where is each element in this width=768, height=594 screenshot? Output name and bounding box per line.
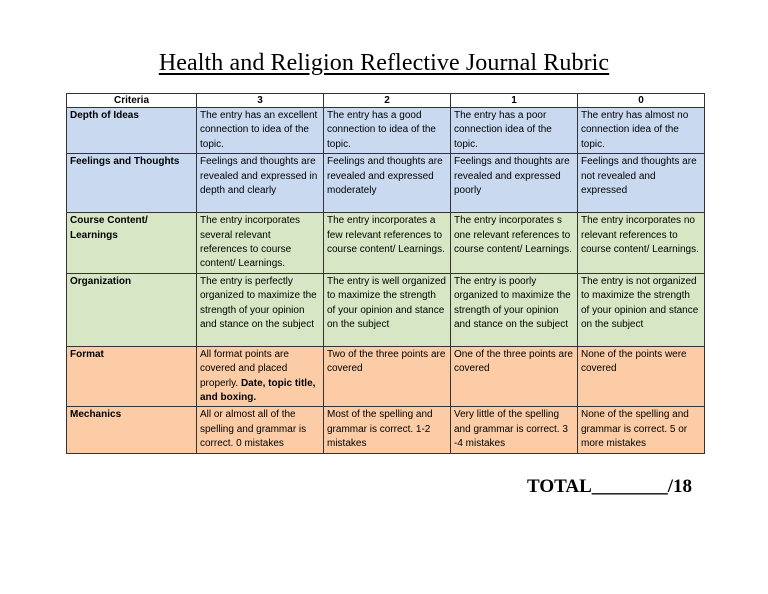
criteria-cell: Course Content/ Learnings (67, 213, 197, 274)
score-1-cell: Feelings and thoughts are revealed and expressed poorly (451, 154, 578, 213)
score-0-cell: None of the spelling and grammar is correct. 5 or more mistakes (578, 407, 705, 453)
table-row (67, 407, 705, 453)
format-bold-text: Date, topic title, and boxing. (200, 377, 316, 404)
score-2-cell: The entry is well organized to maximize the strength of your opinion and stance on the subject (324, 273, 451, 346)
header-score-1: 1 (451, 94, 578, 108)
score-2-cell: Feelings and thoughts are revealed and expressed moderately (324, 154, 451, 213)
criteria-cell: Format (67, 346, 197, 407)
criteria-cell: Feelings and Thoughts (67, 154, 197, 213)
score-1-cell: The entry is poorly organized to maximize the strength of your opinion and stance on the subject (451, 273, 578, 346)
format-plain-text: All format points are covered and placed properly. (200, 348, 289, 389)
header-score-3: 3 (197, 94, 324, 108)
score-3-cell: The entry is perfectly organized to maximize the strength of your opinion and stance on the subject (197, 273, 324, 346)
criteria-cell: Organization (67, 273, 197, 346)
score-0-cell: The entry has almost no connection idea of the topic. (578, 108, 705, 154)
table-row (67, 273, 705, 346)
score-1-cell: The entry has a poor connection idea of the topic. (451, 108, 578, 154)
score-3-cell: The entry incorporates several relevant references to course content/ Learnings. (197, 213, 324, 274)
score-0-cell: Feelings and thoughts are not revealed and expressed (578, 154, 705, 213)
score-3-cell: Feelings and thoughts are revealed and expressed in depth and clearly (197, 154, 324, 213)
score-1-cell: Very little of the spelling and grammar is correct. 3 -4 mistakes (451, 407, 578, 453)
table-row (67, 154, 705, 213)
score-3-cell (197, 346, 324, 407)
score-2-cell: The entry has a good connection to idea of the topic. (324, 108, 451, 154)
score-1-cell: One of the three points are covered (451, 346, 578, 407)
header-criteria: Criteria (67, 94, 197, 108)
table-row (67, 213, 705, 274)
total-score-line: TOTAL________/18 (527, 476, 693, 497)
score-0-cell: The entry incorporates no relevant references to course content/ Learnings. (578, 213, 705, 274)
score-2-cell: Two of the three points are covered (324, 346, 451, 407)
criteria-cell: Mechanics (67, 407, 197, 453)
table-row (67, 346, 705, 407)
score-3-cell: The entry has an excellent connection to idea of the topic. (197, 108, 324, 154)
score-2-cell: Most of the spelling and grammar is correct. 1-2 mistakes (324, 407, 451, 453)
score-0-cell: None of the points were covered (578, 346, 705, 407)
page-title: Health and Religion Reflective Journal Rubric (158, 50, 610, 76)
score-0-cell: The entry is not organized to maximize the strength of your opinion and stance on the subject (578, 273, 705, 346)
criteria-cell: Depth of Ideas (67, 108, 197, 154)
score-2-cell: The entry incorporates a few relevant references to course content/ Learnings. (324, 213, 451, 274)
table-header-row (67, 94, 705, 108)
header-score-0: 0 (578, 94, 705, 108)
header-score-2: 2 (324, 94, 451, 108)
table-row (67, 108, 705, 154)
rubric-table (66, 93, 705, 454)
score-1-cell: The entry incorporates s one relevant references to course content/ Learnings. (451, 213, 578, 274)
score-3-cell: All or almost all of the spelling and grammar is correct. 0 mistakes (197, 407, 324, 453)
